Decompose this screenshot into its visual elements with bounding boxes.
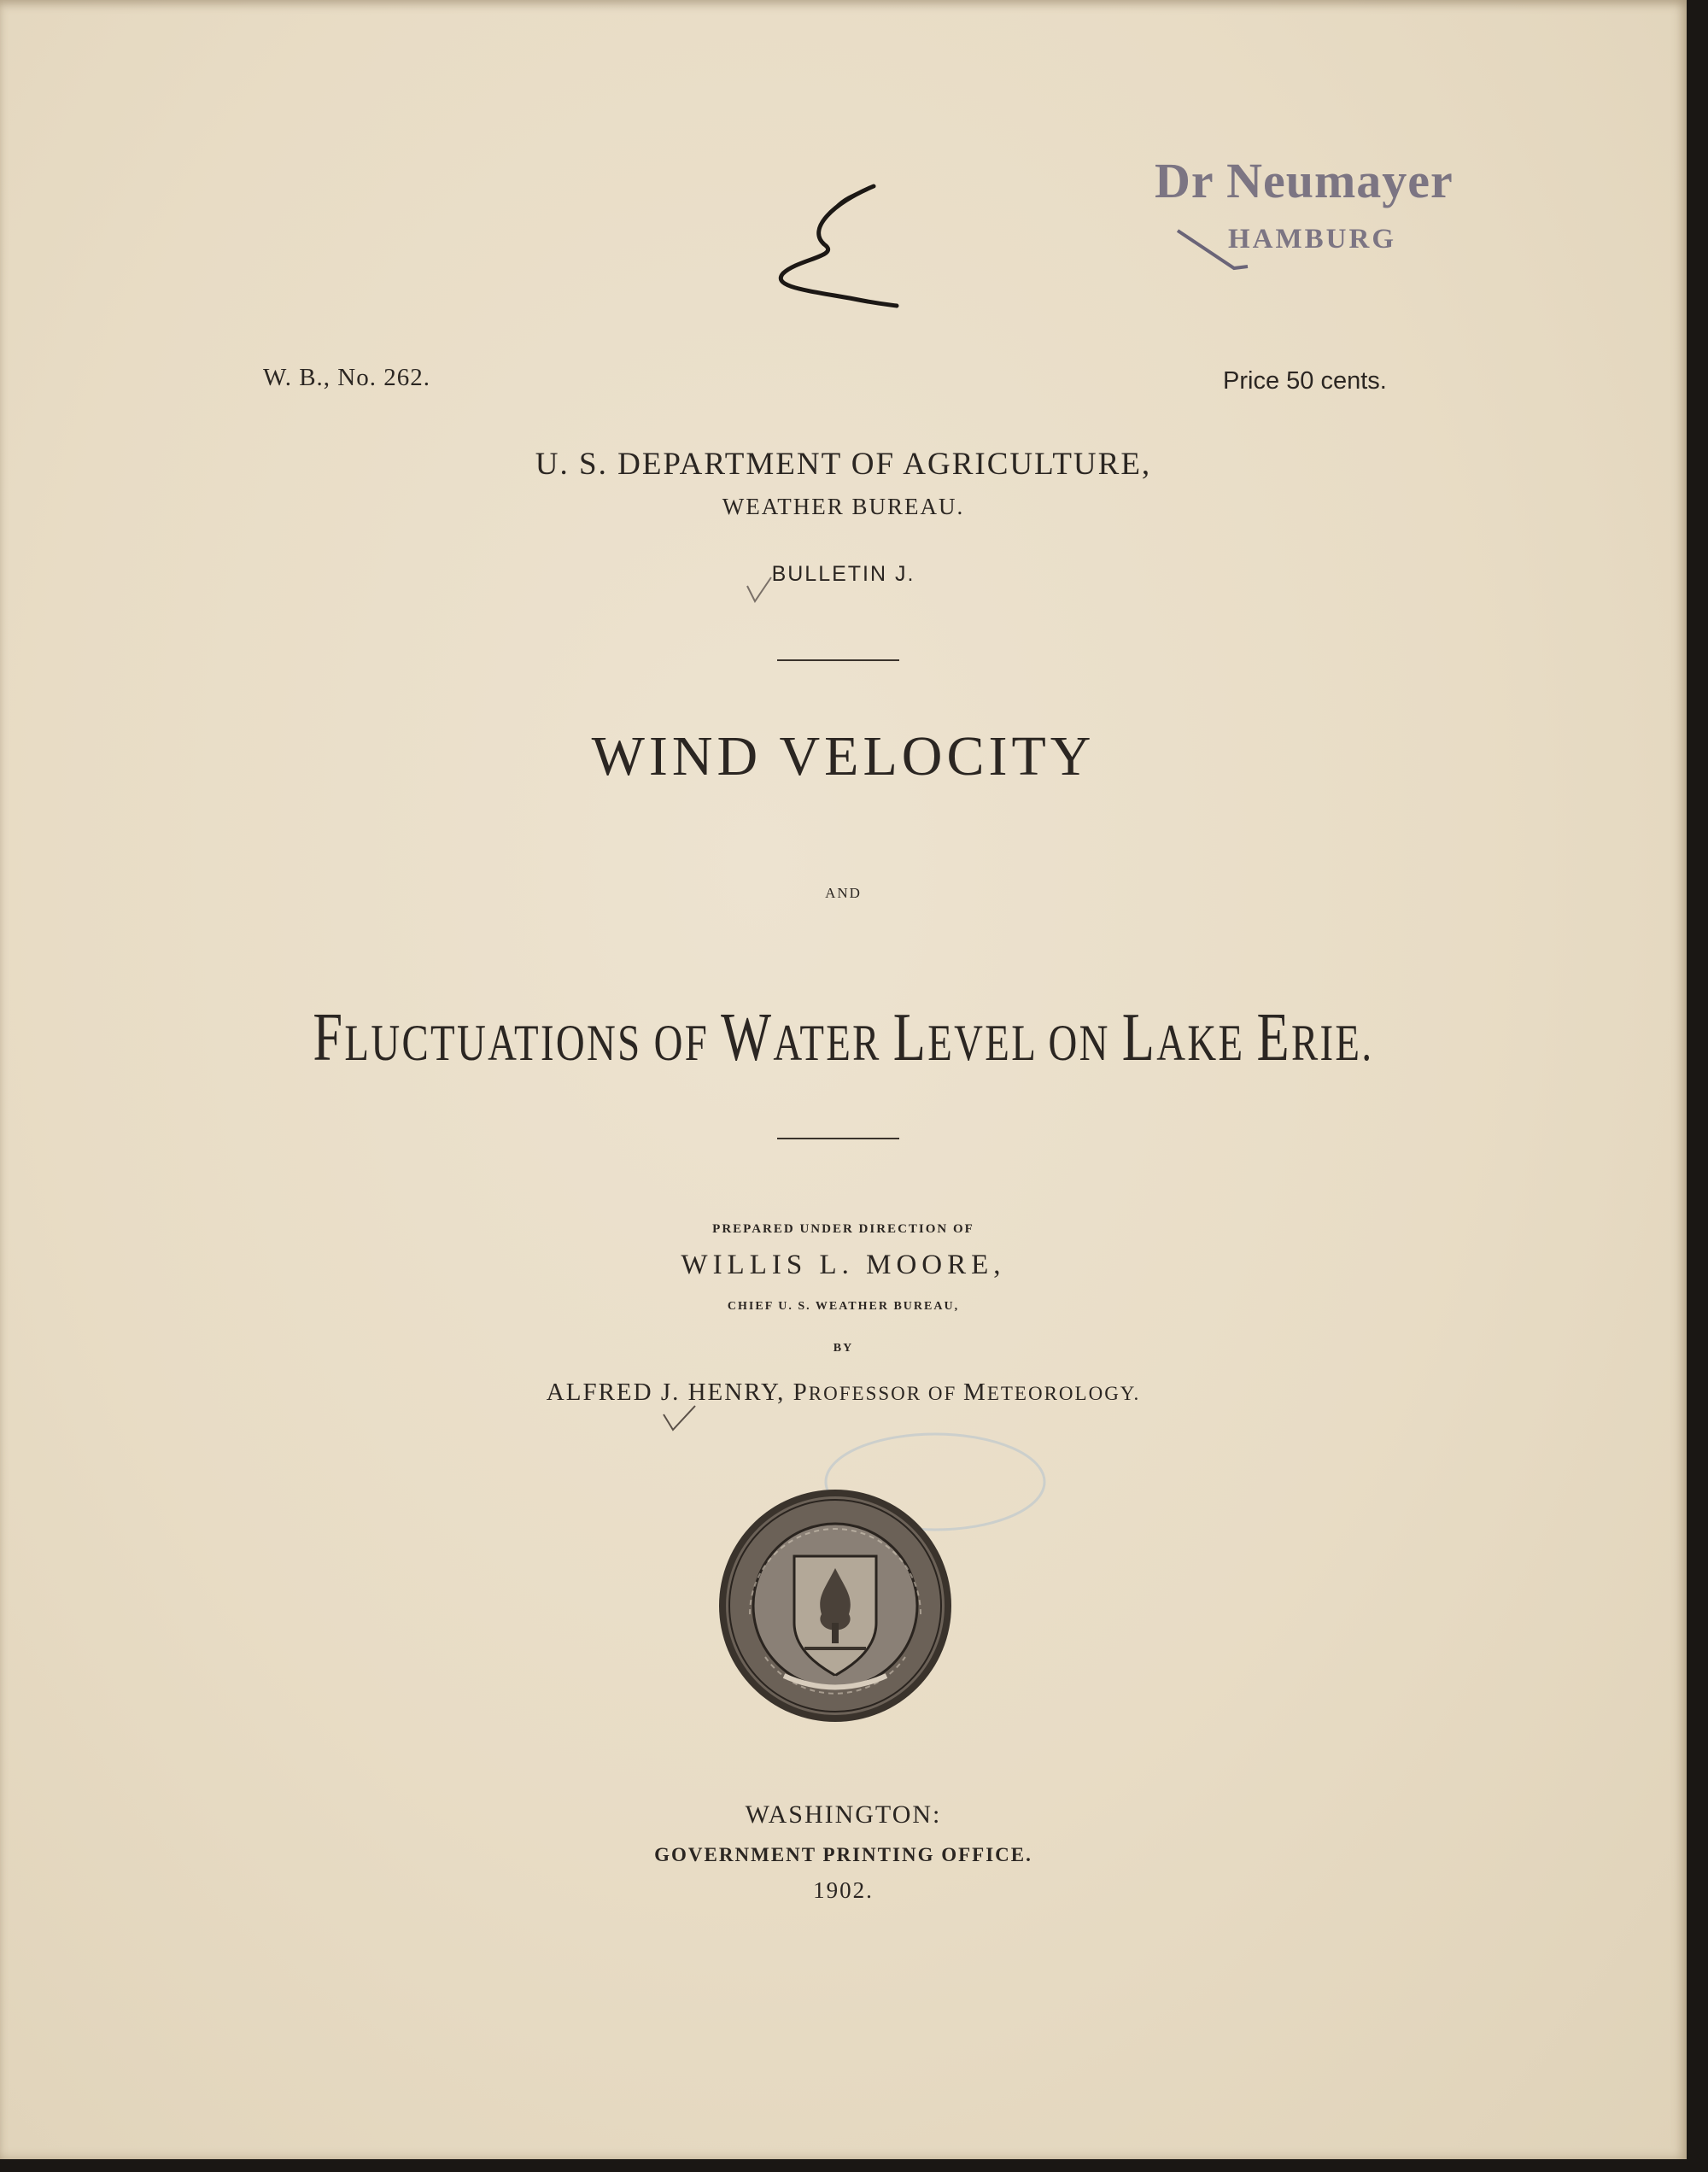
imprint-year: 1902. <box>813 1877 874 1903</box>
director-title: CHIEF U. S. WEATHER BUREAU, <box>727 1300 960 1313</box>
divider-rule <box>777 1138 899 1139</box>
title-line-1: WIND VELOCITY <box>591 725 1096 787</box>
bureau-name: WEATHER BUREAU. <box>722 494 965 519</box>
imprint-printer: GOVERNMENT PRINTING OFFICE. <box>654 1844 1032 1865</box>
author-title-cap: M <box>963 1379 987 1406</box>
title-smallcaps: RIE. <box>1290 1015 1374 1071</box>
pencil-checkmark <box>745 574 774 605</box>
department-name: U. S. DEPARTMENT OF AGRICULTURE, <box>535 447 1152 482</box>
title-smallcaps: ATER <box>773 1015 893 1071</box>
price-label: Price 50 cents. <box>1223 367 1387 395</box>
author-line <box>0 1379 1687 1407</box>
title-smallcaps: LUCTUATIONS OF <box>344 1015 722 1071</box>
department-seal-icon <box>716 1486 955 1725</box>
title-cap: W <box>721 1000 774 1075</box>
title-smallcaps: EVEL ON <box>927 1015 1122 1071</box>
divider-rule <box>777 659 899 661</box>
title-cap: F <box>313 1000 345 1075</box>
series-number: W. B., No. 262. <box>263 364 430 391</box>
ownership-stamp-name: Dr Neumayer <box>1155 153 1454 208</box>
imprint-city: WASHINGTON: <box>745 1800 942 1829</box>
author-name: ALFRED J. HENRY, <box>546 1379 793 1406</box>
title-smallcaps: AKE <box>1156 1015 1257 1071</box>
title-cap: E <box>1256 1000 1291 1075</box>
title-connector: AND <box>825 885 862 901</box>
author-title-cap: P <box>793 1379 809 1406</box>
title-line-2 <box>185 999 1501 1077</box>
title-cap: L <box>1121 1000 1157 1075</box>
title-cap: L <box>892 1000 928 1075</box>
pencil-checkmark <box>661 1402 697 1433</box>
prepared-under-label: PREPARED UNDER DIRECTION OF <box>712 1222 974 1236</box>
by-label: BY <box>833 1342 854 1355</box>
bulletin-label: BULLETIN J. <box>771 562 915 586</box>
ownership-stamp-city: HAMBURG <box>1228 224 1396 255</box>
director-name: WILLIS L. MOORE, <box>681 1250 1006 1280</box>
author-title-smallcaps: ROFESSOR OF <box>808 1383 964 1404</box>
handwritten-signature <box>773 178 901 314</box>
author-title-smallcaps: ETEOROLOGY. <box>986 1383 1141 1404</box>
